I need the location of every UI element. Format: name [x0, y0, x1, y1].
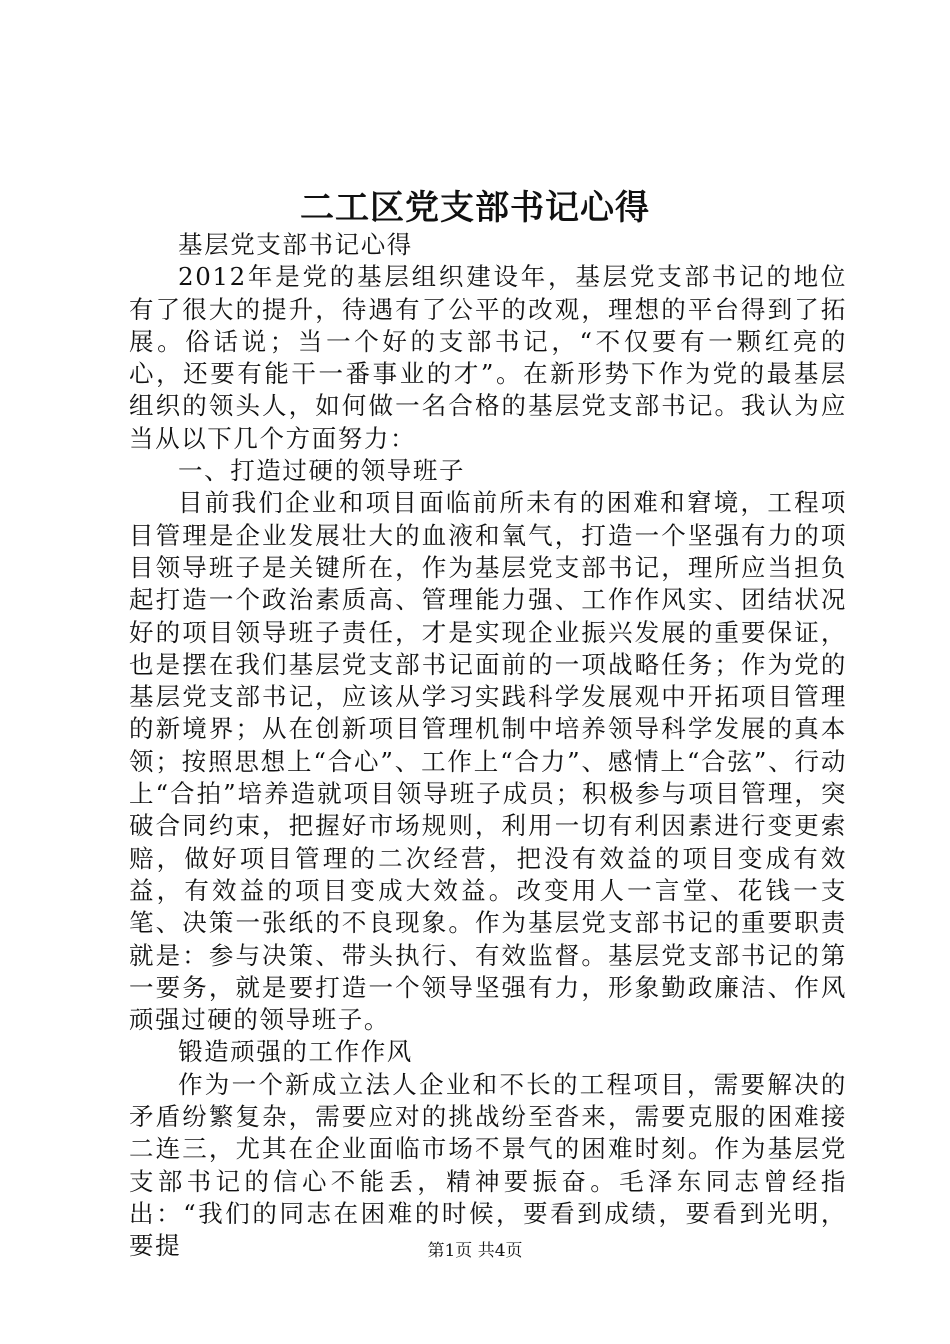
document-body	[129, 229, 847, 1263]
paragraph-intro: 2012年是党的基层组织建设年，基层党支部书记的地位有了很大的提升，待遇有了公平的改观，理想的平台得到了拓展。俗话说；当一个好的支部书记，“不仅要有一颗红亮的心，还要有能干一番事业的才”。在新形势下作为党的最基层组织的领头人，如何做一名合格的基层党支部书记。我认为应当从以下几个方面努力：	[129, 262, 847, 453]
paragraph-subtitle: 基层党支部书记心得	[178, 230, 413, 259]
paragraph-work-style: 作为一个新成立法人企业和不长的工程项目，需要解决的矛盾纷繁复杂，需要应对的挑战纷至沓来，需要克服的困难接二连三，尤其在企业面临市场不景气的困难时刻。作为基层党支部书记的信心不能丢，精神要振奋。毛泽东同志曾经指出：“我们的同志在困难的时候，要看到成绩，要看到光明，要提	[129, 1069, 847, 1261]
paragraph-leadership: 目前我们企业和项目面临前所未有的困难和窘境，工程项目管理是企业发展壮大的血液和氧气，打造一个坚强有力的项目领导班子是关键所在，作为基层党支部书记，理所应当担负起打造一个政治素质高、管理能力强、工作作风实、团结状况好的项目领导班子责任，才是实现企业振兴发展的重要保证，也是摆在我们基层党支部书记面前的一项战略任务；作为党的基层党支部书记，应该从学习实践科学发展观中开拓项目管理的新境界；从在创新项目管理机制中培养领导科学发展的真本领；按照思想上“合心”、工作上“合力”、感情上“合弦”、行动上“合拍”培养造就项目领导班子成员；积极参与项目管理，突破合同约束，把握好市场规则，利用一切有利因素进行变更索赔，做好项目管理的二次经营，把没有效益的项目变成有效益，有效益的项目变成大效益。改变用人一言堂、花钱一支笔、决策一张纸的不良现象。作为基层党支部书记的重要职责就是：参与决策、带头执行、有效监督。基层党支部书记的第一要务，就是要打造一个领导坚强有力，形象勤政廉洁、作风顽强过硬的领导班子。	[129, 488, 847, 1035]
section-heading-work-style: 锻造顽强的工作作风	[178, 1037, 413, 1067]
page-number-footer: 第1页 共4页	[427, 1241, 523, 1261]
document-title: 二工区党支部书记心得	[300, 188, 650, 228]
section-heading-leadership: 一、打造过硬的领导班子	[178, 456, 466, 486]
